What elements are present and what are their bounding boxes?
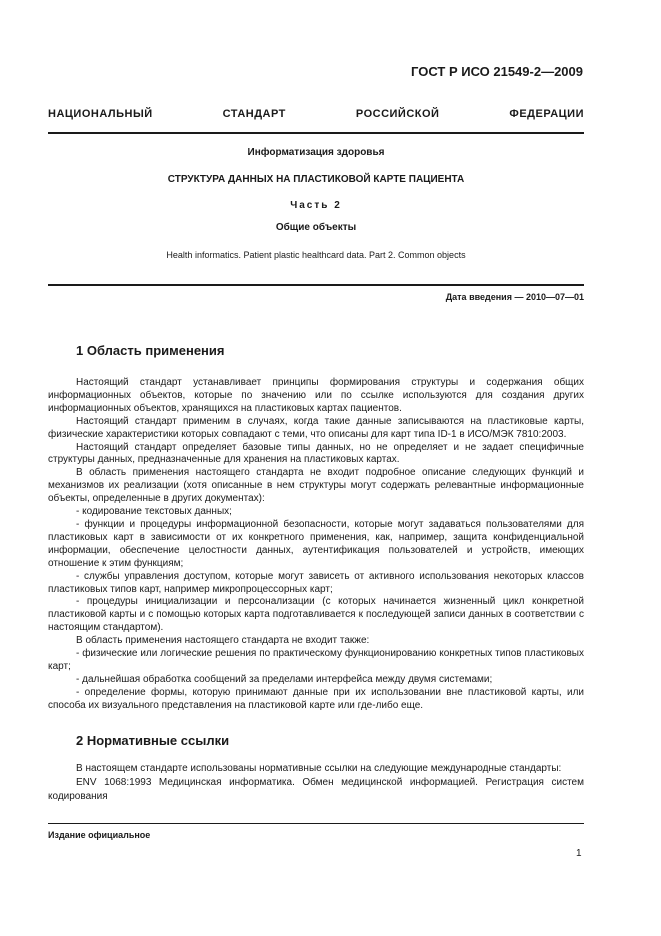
paragraph: Настоящий стандарт устанавливает принципы формирования структуры и содержания общих информационных объектов, которые по значению или по ссылке используются для создания других информационных объектов, хранящихся на пластиковых картах пациентов.	[48, 377, 584, 414]
title-english: Health informatics. Patient plastic healthcard data. Part 2. Common objects	[166, 250, 466, 260]
header-rule	[48, 132, 584, 134]
page-number: 1	[576, 848, 582, 859]
national-standard-banner: НАЦИОНАЛЬНЫЙ СТАНДАРТ РОССИЙСКОЙ ФЕДЕРАЦИИ	[48, 108, 584, 120]
list-item: - функции и процедуры информационной безопасности, которые могут задаваться пользователями для пластиковых карт в зависимости от их конкретного применения, как, например, защита конфиденциальной информации, обеспечение целостности данных, аутентификация пользователей и устройств, имеющих отношение к этим функциям;	[48, 518, 584, 569]
edition-note: Издание официальное	[48, 830, 151, 840]
section-2-body	[48, 762, 584, 804]
list-item: - дальнейшая обработка сообщений за пределами интерфейса между двумя системами;	[76, 673, 493, 685]
title-topic: Информатизация здоровья	[247, 147, 385, 158]
list-item: - кодирование текстовых данных;	[76, 506, 232, 518]
introduction-date: Дата введения — 2010—07—01	[445, 292, 584, 302]
list-item: - процедуры инициализации и персонализации (с которых начинается жизненный цикл конкретной пластиковой карты и с помощью которых карта подготавливается к последующей записи данных в соответствии с настоящим стандартом).	[48, 596, 584, 634]
list-item: - физические или логические решения по практическому функционированию конкретных типов пластиковых карт;	[48, 648, 584, 672]
reference-item: ENV 1068:1993 Медицинская информатика. Обмен медицинской информацией. Регистрация систем кодирования	[48, 777, 584, 802]
section-2-heading: 2 Нормативные ссылки	[76, 733, 230, 748]
list-item: - службы управления доступом, которые могут зависеть от активного использования некоторых классов пластиковых типов карт, например микропроцессорных карт;	[48, 570, 584, 595]
paragraph: В область применения настоящего стандарта не входит также:	[76, 635, 370, 647]
section-1-heading: 1 Область применения	[76, 343, 225, 358]
title-part: Часть 2	[290, 200, 342, 211]
title-main: СТРУКТУРА ДАННЫХ НА ПЛАСТИКОВОЙ КАРТЕ ПАЦИЕНТА	[167, 174, 465, 185]
paragraph: В настоящем стандарте использованы нормативные ссылки на следующие международные стандарты:	[76, 763, 562, 774]
paragraph: Настоящий стандарт определяет базовые типы данных, но не определяет и не задает специфичные структуры данных, предназначенные для хранения на пластиковых картах.	[48, 441, 584, 466]
title-subtitle: Общие объекты	[275, 222, 357, 233]
title-rule	[48, 284, 584, 286]
standard-code: ГОСТ Р ИСО 21549-2—2009	[411, 64, 583, 79]
footer-rule	[48, 823, 584, 824]
section-1-body	[48, 377, 584, 713]
paragraph: В область применения настоящего стандарта не входит подробное описание следующих функций и механизмов их реализации (хотя описанные в нем структуры могут содержать релевантные информационные объекты, определенные в других документах):	[48, 467, 584, 505]
list-item: - определение формы, которую принимают данные при их использовании вне пластиковой карты, или способа их визуального представления на пластиковой карте или где-либо еще.	[48, 686, 584, 711]
paragraph: Настоящий стандарт применим в случаях, когда такие данные записываются на пластиковые карты, физические характеристики которых совпадают с теми, что описаны для карт типа ID-1 в ИСО/МЭК 7810:2003.	[48, 415, 584, 440]
